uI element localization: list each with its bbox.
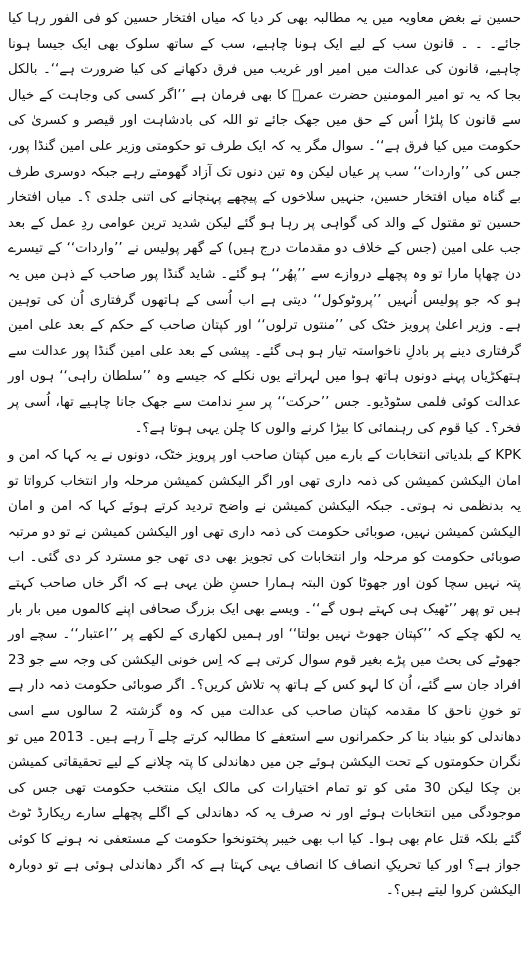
column-paragraph-2: KPK کے بلدیاتی انتخابات کے بارے میں کپتان صاحب اور پرویز خٹک، دونوں نے یہ کہا کہ امن و امان الیکشن کمیشن کی ذمہ داری تھی اور اگر الیکشن کمیشن مرحلہ وار انتخاب کرواتا تو یہ بدنظمی نہ ہوتی۔ جبکہ الیکشن کمیشن نے واضح تردید کرتے ہوئے کہا کہ امن و امان الیکشن کمیشن نہیں، صوبائی حکومت کی ذمہ داری تھی اور الیکشن کمیشن نے تو دو مرتبہ صوبائی حکومت کو مرحلہ وار انتخابات کی تجویز بھی دی تھی جو مسترد کر دی گئی۔ اب پتہ نہیں سچا کون اور جھوٹا کون البتہ ہمارا حسنِ ظن یہی ہے کہ اگر خاں صاحب کہتے ہیں تو پھر ’’ٹھیک ہی کہتے ہوں گے‘‘۔ ویسے بھی ایک بزرگ صحافی اپنے کالموں میں بار بار یہ لکھ چکے کہ ’’کپتان جھوٹ نہیں بولتا‘‘ اور ہمیں لکھاری کے لکھے پر ’’اعتبار‘‘۔ سچے اور جھوٹے کی بحث میں پڑے بغیر قوم سوال کرتی ہے کہ اِس خونی الیکشن کی وجہ سے جو 23 افراد جان سے گئے، اُن کا لہو کس کے ہاتھ پہ تلاش کریں؟۔ اگر صوبائی حکومت ذمہ دار ہے تو خونِ ناحق کا مقدمہ کپتان صاحب کی عدالت میں کہ وہ گزشتہ 2 سالوں سے اسی دھاندلی کو بنیاد بنا کر حکمرانوں سے استعفے کا مطالبہ کرتے چلے آ رہے ہیں۔ 2013 میں تو نگران حکومتوں کے تحت الیکشن ہوئے جن میں دھاندلی کا پتہ چلانے کے لیے تحقیقاتی کمیشن بن چکا لیکن 30 مئی کو تو تمام اختیارات کی مالک ایک منتخب حکومت تھی جس کی موجودگی میں انتخابات ہوئے اور نہ صرف یہ کہ دھاندلی کے اگلے پچھلے سارے ریکارڈ ٹوٹ گئے بلکہ قتل عام بھی ہوا۔ کیا اب بھی خیبر پختونخوا حکومت کے مستعفی نہ ہونے کا کوئی جواز ہے؟ اور کیا تحریکِ انصاف کا انصاف یہی کہتا ہے کہ اگر دھاندلی ہوئی ہے تو دوبارہ الیکشن کروا لیتے ہیں؟۔: [8, 448, 521, 899]
column-paragraph-1: حسین نے بغض معاویہ میں یہ مطالبہ بھی کر دیا کہ میاں افتخار حسین کو فی الفور رہا کیا جائے۔ ۔ ۔ قانون سب کے لیے ایک ہونا چاہیے، سب کے ساتھ سلوک بھی ایک جیسا ہونا چاہیے، قانون کی عدالت میں امیر اور غریب میں فرق دکھانے کی کیا ضرورت ہے‘‘۔ بالکل بجا کہ یہ تو امیر المومنین حضرت عمرؓ کا بھی فرمان ہے ’’اگر کسی کی وجاہت کے خیال سے قانون کا پلڑا اُس کے حق میں جھک جائے تو اللہ کی بادشاہت اور قیصر و کسریٰ کی حکومت میں کیا فرق ہے‘‘۔ سوال مگر یہ کہ ایک طرف تو حکومتی وزیر علی امین گنڈا پور، جس کی ’’واردات‘‘ سب پر عیاں لیکن وہ تین دنوں تک آزاد گھومتے رہے جبکہ دوسری طرف بے گناہ میاں افتخار حسین، جنہیں سلاخوں کے پیچھے پہنچانے کی اتنی جلدی ؟۔ میاں افتخار حسین تو مقتول کے والد کی گواہی پر رہا ہو گئے لیکن شدید ترین عوامی ردِ عمل کے بعد جب علی امین (جس کے خلاف دو مقدمات درج ہیں) کے گھر پولیس نے ’’واردات‘‘ کے تیسرے دن چھاپا مارا تو وہ پچھلے دروازے سے ’’پھُر‘‘ ہو گئے۔ شاید گنڈا پور صاحب کے ذہن میں یہ ہو کہ جو پولیس اُنہیں ’’پروٹوکول‘‘ دیتی ہے اب اُسی کے ہاتھوں گرفتاری اُن کی توہین ہے۔ وزیر اعلیٰ پرویز خٹک کی ’’منتوں ترلوں‘‘ اور کپتان صاحب کے حکم کے بعد علی امین گرفتاری دینے پر بادلِ ناخواستہ تیار ہو ہی گئے۔ پیشی کے بعد علی امین گنڈا پور عدالت سے ہتھکڑیاں پہنے دونوں ہاتھ ہوا میں لہراتے یوں نکلے کہ جیسے وہ ’’سلطان راہی‘‘ ہوں اور عدالت کوئی فلمی سٹوڈیو۔ جس ’’حرکت‘‘ پر سرِ ندامت سے جھک جانا چاہیے تھا، اُسی پر فخر؟۔ کیا قوم کی رہنمائی کا بیڑا کرنے والوں کا چلن یہی ہوتا ہے؟۔: [8, 11, 521, 436]
